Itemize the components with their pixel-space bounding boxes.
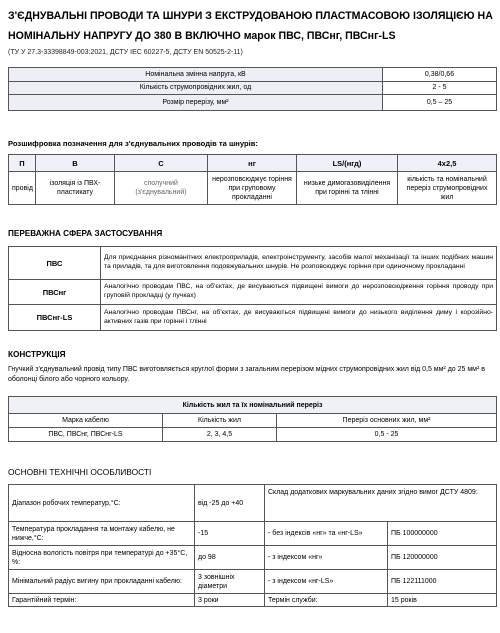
tech-label: Відносна вологість повітря при температурі до +35°С, %: bbox=[9, 546, 195, 570]
decode-heading: Розшифровка позначення для з'єднувальних проводів та шнурів: bbox=[8, 139, 258, 148]
tech-value: 3 зовнішніх діаметри bbox=[195, 570, 265, 594]
decode-cell: провід bbox=[9, 172, 36, 205]
decode-header: П bbox=[9, 155, 36, 172]
table-row bbox=[9, 305, 497, 331]
mark-value: ПБ 122111000 bbox=[388, 570, 497, 594]
param-label: Номінальна змінна напруга, кВ bbox=[9, 68, 383, 82]
usage-text: Аналогічно проводам ПВС, на об'єктах, де висуваються підвищені вимоги до нерозповсюдження горіння проводу при груповій прокладці (у пучках) bbox=[101, 280, 497, 305]
decode-header: 4х2,5 bbox=[398, 155, 497, 172]
tech-label: Діапазон робочих температур,°С: bbox=[9, 485, 195, 522]
construction-text: Гнучкий з'єднувальний провід типу ПВС виготовляється круглої форми з загальним перерізом мідних струмопровідних жил від 0,5 мм² до 25 мм² в оболонці білого або чорного кольору. bbox=[8, 366, 485, 383]
decode-header: С bbox=[115, 155, 208, 172]
table-row bbox=[9, 95, 497, 111]
cores-cell: 0,5 - 25 bbox=[277, 428, 497, 442]
spec-standards: (ТУ У 27.3-33398849-003:2021, ДСТУ IEC 60227-5, ДСТУ EN 50525-2-11) bbox=[8, 49, 243, 56]
decode-header: В bbox=[36, 155, 115, 172]
tech-value: 3 роки bbox=[195, 594, 265, 607]
cores-header: Переріз основних жил, мм² bbox=[277, 414, 497, 428]
table-row bbox=[9, 172, 497, 205]
cores-cell: ПВС, ПВСнг, ПВСнг-LS bbox=[9, 428, 163, 442]
decode-cell: кількість та номінальний переріз струмопровідних жил bbox=[398, 172, 497, 205]
tech-table bbox=[8, 484, 497, 607]
table-row bbox=[9, 546, 497, 570]
decode-cell: низьке димогазовиділення при горінні та тлінні bbox=[297, 172, 398, 205]
page-title: З'ЄДНУВАЛЬНІ ПРОВОДИ ТА ШНУРИ З ЕКСТРУДОВАНОЮ ПЛАСТМАСОВОЮ ІЗОЛЯЦІЄЮ НА НОМІНАЛЬНУ НАПРУГУ ДО 380 В ВКЛЮЧНО марок ПВС, ПВСнг, ПВСнг-LS bbox=[8, 10, 493, 42]
mark-label: - з індексом «нг-LS» bbox=[265, 570, 388, 594]
table-header-row bbox=[9, 155, 497, 172]
cores-header: Марка кабелю bbox=[9, 414, 163, 428]
table-row bbox=[9, 247, 497, 280]
table-row bbox=[9, 485, 497, 522]
param-value: 2 - 5 bbox=[383, 81, 497, 95]
mark-label: - без індексів «нг» та «нг-LS» bbox=[265, 522, 388, 546]
decode-header: нг bbox=[208, 155, 297, 172]
tech-label: Гарантійний термін: bbox=[9, 594, 195, 607]
param-value: 0,38/0,66 bbox=[383, 68, 497, 82]
construction-heading: КОНСТРУКЦІЯ bbox=[8, 350, 66, 359]
usage-table bbox=[8, 246, 497, 331]
table-row bbox=[9, 68, 497, 82]
tech-value: до 98 bbox=[195, 546, 265, 570]
marks-heading: Склад додаткових маркувальних даних згідно вимог ДСТУ 4809: bbox=[265, 485, 497, 522]
param-value: 0,5 – 25 bbox=[383, 95, 497, 111]
tech-heading: ОСНОВНІ ТЕХНІЧНІ ОСОБЛИВОСТІ bbox=[8, 467, 152, 477]
decode-table bbox=[8, 154, 497, 205]
usage-text: Для приєднання різноманітних електроприладів, електроінструменту, засобів малої механізації та інших подібних машин та приладів, та для виготовлення подовжувальних шнурів. Не розповсюджує горіння при одиночному прокладанні bbox=[101, 247, 497, 280]
usage-label: ПВС bbox=[9, 247, 101, 280]
table-caption-row bbox=[9, 397, 497, 414]
usage-label: ПВСнг bbox=[9, 280, 101, 305]
tech-value: -15 bbox=[195, 522, 265, 546]
life-label: Термін служби: bbox=[265, 594, 388, 607]
table-row bbox=[9, 81, 497, 95]
decode-cell: нерозповсюджує горіння при груповому прокладанні bbox=[208, 172, 297, 205]
cores-table bbox=[8, 396, 497, 442]
usage-text: Аналогічно проводам ПВСнг, на об'єктах, де висуваються підвищені вимоги до низького виділення диму і корозійно-активних газів при горінні і тлінні bbox=[101, 305, 497, 331]
table-row bbox=[9, 522, 497, 546]
mark-value: ПБ 100000000 bbox=[388, 522, 497, 546]
params-table bbox=[8, 67, 497, 111]
cores-cell: 2, 3, 4,5 bbox=[163, 428, 277, 442]
cores-header: Кількість жил bbox=[163, 414, 277, 428]
param-label: Кількість струмопровідних жил, од bbox=[9, 81, 383, 95]
table-row bbox=[9, 428, 497, 442]
life-value: 15 років bbox=[388, 594, 497, 607]
usage-heading: ПЕРЕВАЖНА СФЕРА ЗАСТОСУВАННЯ bbox=[8, 229, 163, 238]
table-row bbox=[9, 570, 497, 594]
usage-label: ПВСнг-LS bbox=[9, 305, 101, 331]
mark-value: ПБ 120000000 bbox=[388, 546, 497, 570]
table-header-row bbox=[9, 414, 497, 428]
table-row bbox=[9, 280, 497, 305]
cores-caption: Кількість жил та їх номінальний переріз bbox=[9, 397, 497, 414]
mark-label: - з індексом «нг» bbox=[265, 546, 388, 570]
decode-header: LS/(нгд) bbox=[297, 155, 398, 172]
decode-cell: сполучний (з'єднувальний) bbox=[115, 172, 208, 205]
param-label: Розмір перерізу, мм² bbox=[9, 95, 383, 111]
tech-value: від -25 до +40 bbox=[195, 485, 265, 522]
tech-label: Температура прокладання та монтажу кабелю, не нижче,°С: bbox=[9, 522, 195, 546]
tech-label: Мінімальний радіус вигину при прокладанні кабелю: bbox=[9, 570, 195, 594]
decode-cell: ізоляція із ПВХ-пластикату bbox=[36, 172, 115, 205]
table-row bbox=[9, 594, 497, 607]
